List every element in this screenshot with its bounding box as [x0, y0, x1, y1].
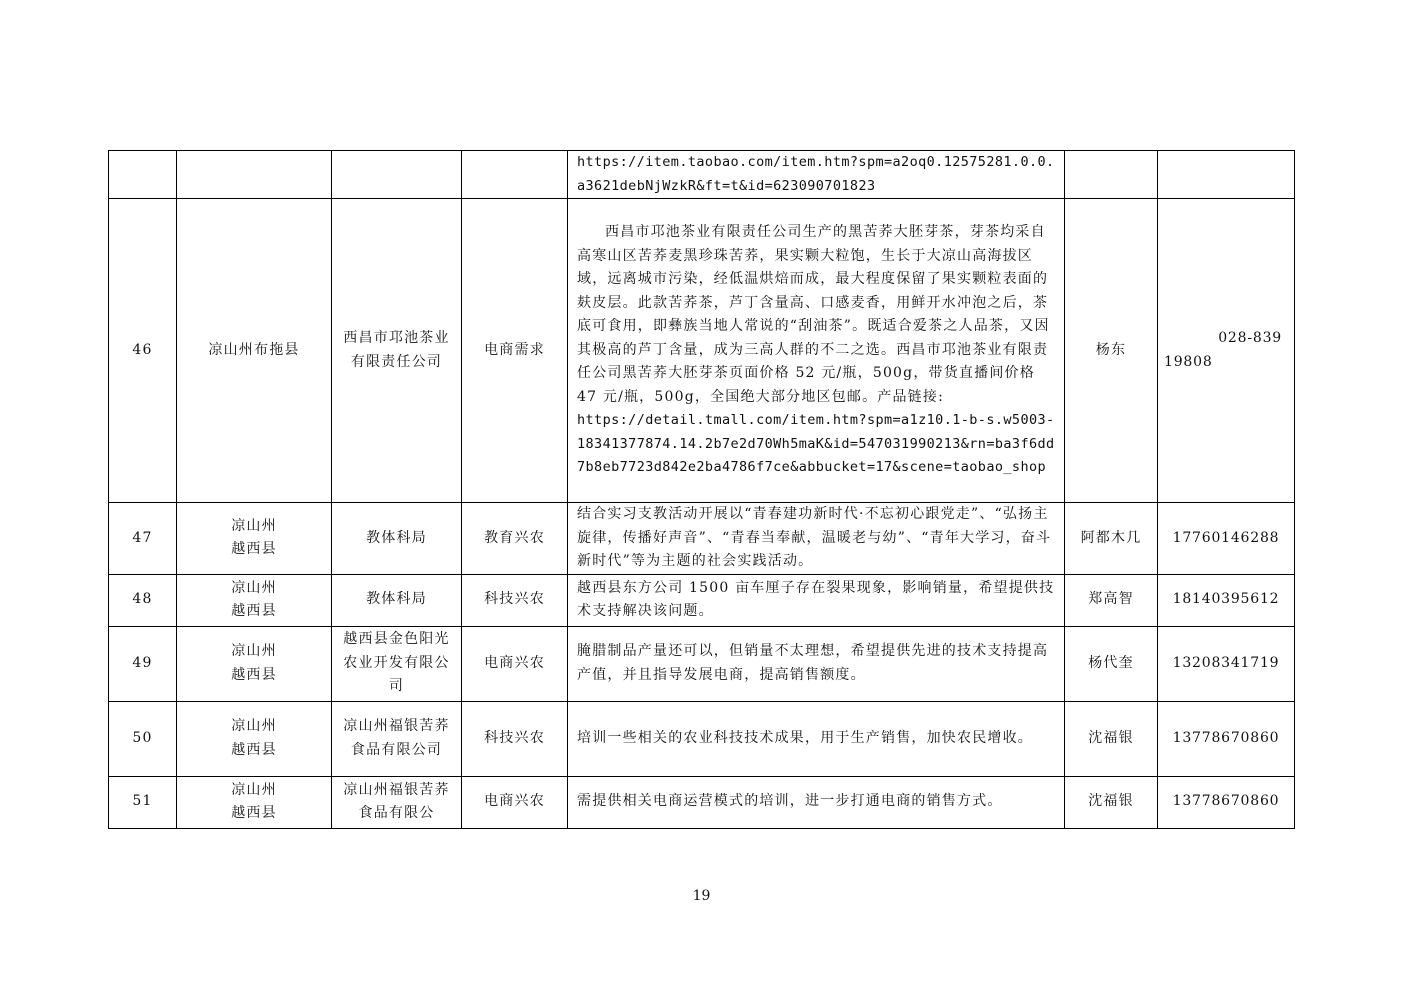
table-row [109, 574, 1295, 626]
region-line1: 凉山州 [231, 781, 277, 798]
cell-desc: 结合实习支教活动开展以“青春建功新时代·不忘初心跟党走”、“弘扬主旋律，传播好声音”、“青春当奉献，温暖老与幼”、“青年大学习，奋斗新时代”等为主题的社会实践活动。 [568, 503, 1065, 575]
cell-phone: 18140395612 [1158, 574, 1295, 626]
cell-org: 凉山州福银苦荞食品有限公司 [332, 701, 462, 776]
cell-contact: 杨东 [1065, 199, 1158, 503]
cell-no: 49 [109, 626, 177, 701]
cell-desc: 培训一些相关的农业科技技术成果，用于生产销售，加快农民增收。 [568, 701, 1065, 776]
cell-org: 西昌市邛池茶业有限责任公司 [332, 199, 462, 503]
table-row [109, 776, 1295, 828]
table-row [109, 151, 1295, 199]
cell-no: 51 [109, 776, 177, 828]
cell-type [462, 151, 568, 199]
cell-desc: 越西县东方公司 1500 亩车厘子存在裂果现象，影响销量，希望提供技术支持解决该问题。 [568, 574, 1065, 626]
data-table [108, 150, 1295, 829]
cell-type: 电商兴农 [462, 776, 568, 828]
cell-region [177, 151, 332, 199]
cell-region: 凉山州布拖县 [177, 199, 332, 503]
phone-part2: 19808 [1164, 353, 1213, 370]
product-link[interactable]: https://item.taobao.com/item.htm?spm=a2oq0.12575281.0.0.a3621debNjWzkR&ft=t&id=623090701823 [577, 154, 1055, 194]
cell-phone [1158, 151, 1295, 199]
cell-region [177, 626, 332, 701]
cell-no: 48 [109, 574, 177, 626]
region-line1: 凉山州 [231, 643, 277, 659]
cell-phone: 13778670860 [1158, 701, 1295, 776]
cell-no: 47 [109, 503, 177, 575]
region-line1: 凉山州 [231, 579, 277, 596]
cell-no [109, 151, 177, 199]
cell-desc [568, 199, 1065, 503]
cell-region [177, 503, 332, 575]
cell-phone: 13778670860 [1158, 776, 1295, 828]
cell-contact: 阿都木几 [1065, 503, 1158, 575]
desc-text: 西昌市邛池茶业有限责任公司生产的黑苦荞大胚芽茶，芽茶均采自高寒山区苦荞麦黑珍珠苦荞，果实颗大粒饱，生长于大凉山高海拔区域，远离城市污染，经低温烘焙而成，最大程度保留了果实颗粒表面的麸皮层。此款苦荞茶，芦丁含量高、口感麦香，用鲜开水冲泡之后，茶底可食用，即彝族当地人常说的“刮油茶”。既适合爱茶之人品茶，又因其极高的芦丁含量，成为三高人群的不二之选。西昌市邛池茶业有限责任公司黑苦荞大胚芽茶页面价格 52 元/瓶，500g，带货直播间价格 47 元/瓶，500g，全国绝大部分地区包邮。产品链接: [577, 224, 1050, 405]
region-line2: 越西县 [231, 805, 277, 821]
cell-contact [1065, 151, 1158, 199]
cell-org: 凉山州福银苦荞食品有限公 [332, 776, 462, 828]
cell-desc: 腌腊制品产量还可以，但销量不太理想，希望提供先进的技术支持提高产值，并且指导发展电商，提高销售额度。 [568, 626, 1065, 701]
cell-contact: 郑高智 [1065, 574, 1158, 626]
cell-contact: 沈福银 [1065, 776, 1158, 828]
table-row [109, 199, 1295, 503]
cell-type: 教育兴农 [462, 503, 568, 575]
cell-no: 50 [109, 701, 177, 776]
phone-part1: 028-839 [1218, 330, 1282, 346]
product-link[interactable]: https://detail.tmall.com/item.htm?spm=a1z10.1-b-s.w5003-18341377874.14.2b7e2d70Wh5maK&id=547031990213&rn=ba3f6dd7b8eb7723d842e2ba4786f7ce&abbucket=17&scene=taobao_shop [577, 412, 1055, 476]
region-line1: 凉山州 [231, 718, 277, 734]
region-line2: 越西县 [231, 541, 277, 558]
cell-org: 教体科局 [332, 503, 462, 575]
region-line2: 越西县 [231, 741, 277, 758]
cell-region [177, 574, 332, 626]
cell-phone: 17760146288 [1158, 503, 1295, 575]
cell-type: 电商需求 [462, 199, 568, 503]
cell-region [177, 776, 332, 828]
cell-desc [568, 151, 1065, 199]
cell-org: 越西县金色阳光农业开发有限公司 [332, 626, 462, 701]
cell-region [177, 701, 332, 776]
cell-type: 科技兴农 [462, 701, 568, 776]
region-line1: 凉山州 [231, 517, 277, 534]
table-row [109, 503, 1295, 575]
cell-phone [1158, 199, 1295, 503]
table-row [109, 701, 1295, 776]
cell-desc: 需提供相关电商运营模式的培训，进一步打通电商的销售方式。 [568, 776, 1065, 828]
region-line2: 越西县 [231, 603, 277, 619]
cell-no: 46 [109, 199, 177, 503]
cell-org: 教体科局 [332, 574, 462, 626]
cell-phone: 13208341719 [1158, 626, 1295, 701]
cell-contact: 沈福银 [1065, 701, 1158, 776]
cell-type: 电商兴农 [462, 626, 568, 701]
cell-type: 科技兴农 [462, 574, 568, 626]
cell-org [332, 151, 462, 199]
table-row [109, 626, 1295, 701]
page-number: 19 [692, 888, 711, 904]
cell-contact: 杨代奎 [1065, 626, 1158, 701]
region-line2: 越西县 [231, 666, 277, 683]
